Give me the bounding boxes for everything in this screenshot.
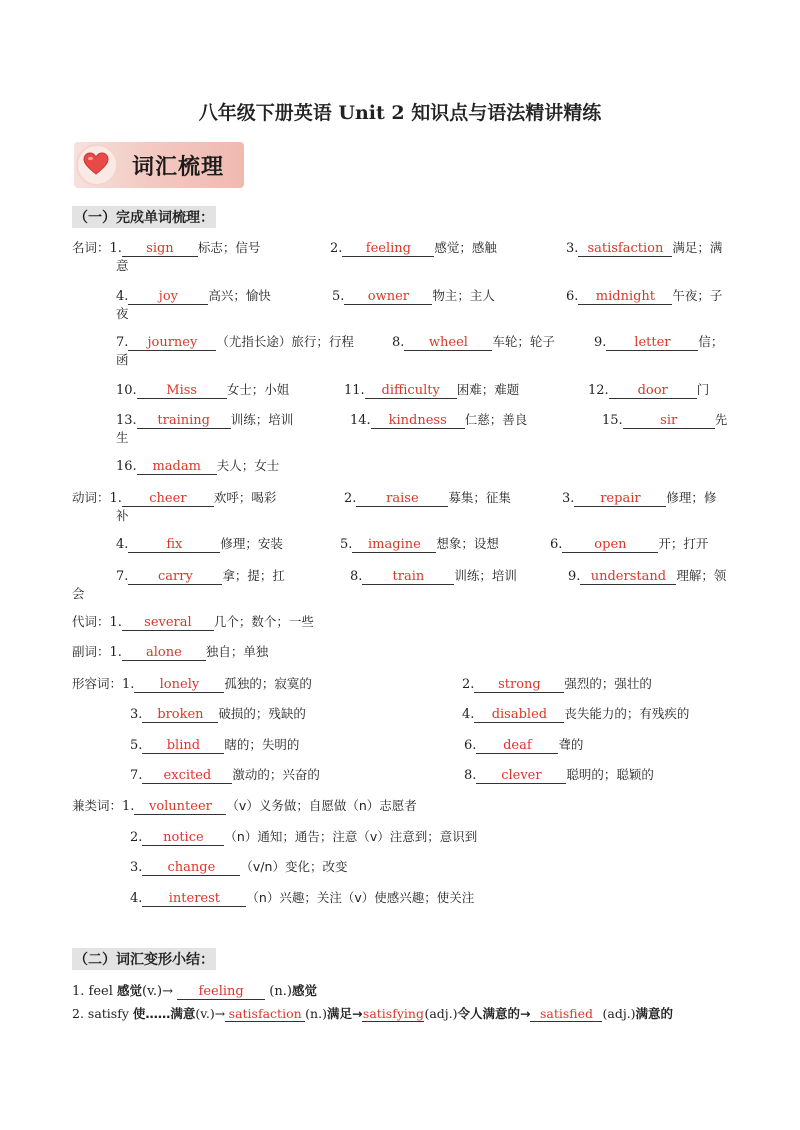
banner-label: 词汇梳理 — [132, 155, 225, 180]
wrap-text: 函 — [116, 352, 129, 367]
answer-door: door — [609, 383, 697, 399]
wrap-text: 夜 — [116, 306, 129, 321]
answer-kindness: kindness — [371, 413, 465, 429]
nouns-item-15: 15. sir 先 — [602, 412, 728, 428]
answer-change: change — [142, 860, 240, 876]
answer-repair: repair — [574, 491, 666, 507]
wrap-text: 补 — [116, 508, 129, 523]
answer-training: training — [137, 413, 231, 429]
answer-open: open — [562, 537, 658, 553]
verbs-item-8: 8. train 训练；培训 — [350, 568, 517, 584]
adj-item-2: 2. strong 强烈的；强壮的 — [462, 676, 652, 692]
nouns-item-6: 6. midnight 午夜；子 — [566, 288, 723, 304]
nouns-item-12: 12. door 门 — [588, 382, 710, 398]
nouns-item-10: 10. Miss 女士；小姐 — [116, 382, 290, 398]
nouns-item-14: 14. kindness 仁慈；善良 — [350, 412, 528, 428]
nouns-item-4: 4. joy 高兴；愉快 — [116, 288, 271, 304]
answer-lonely: lonely — [134, 677, 224, 693]
nouns-item-5: 5. owner 物主；主人 — [332, 288, 495, 304]
nouns-item-2: 2. feeling 感觉；感触 — [330, 240, 497, 256]
answer-satisfying: satisfying — [362, 1006, 424, 1021]
multi-item-2: 2. notice （n）通知；通告；注意（v）注意到；意识到 — [130, 829, 478, 845]
page-title: 八年级下册英语 Unit 2 知识点与语法精讲精练 — [198, 102, 602, 124]
verbs-item-3: 3. repair 修理；修 — [562, 490, 717, 506]
answer-imagine: imagine — [352, 537, 436, 553]
adj-item-6: 6. deaf 聋的 — [464, 737, 584, 753]
nouns-item-7: 7. journey （尤指长途）旅行；行程 — [116, 334, 354, 350]
answer-excited: excited — [142, 768, 232, 784]
nouns-item-16: 16. madam 夫人；女士 — [116, 458, 280, 474]
answer-blind: blind — [142, 738, 224, 754]
adj-item-8: 8. clever 聪明的；聪颖的 — [464, 767, 654, 783]
answer-satisfied: satisfied — [530, 1006, 602, 1022]
morph-line-2: 2. satisfy 使……满意(v.)→ satisfaction (n.)满足→satisfying(adj.)令人满意的→ satisfied (adj.)满意的 — [72, 1006, 674, 1021]
wrap-text: 生 — [116, 430, 129, 445]
nouns-item-3: 3. satisfaction 满足；满 — [566, 240, 723, 256]
multi-item-4: 4. interest （n）兴趣；关注（v）使感兴趣；使关注 — [130, 890, 475, 906]
answer-alone: alone — [122, 645, 206, 661]
answer-sign: sign — [122, 241, 198, 257]
wrap-text: 意 — [116, 258, 129, 273]
adj-item-5: 5. blind 瞎的；失明的 — [130, 737, 300, 753]
answer-satisfaction: satisfaction — [578, 241, 672, 257]
nouns-row-1: 名词：1. sign 标志；信号 — [72, 240, 261, 256]
adj-item-7: 7. excited 激动的；兴奋的 — [130, 767, 320, 783]
verbs-item-5: 5. imagine 想象；设想 — [340, 536, 499, 552]
answer-feeling-2: feeling — [177, 984, 265, 1000]
adj-item-1: 形容词：1. lonely 孤独的；寂寞的 — [72, 676, 312, 692]
answer-strong: strong — [474, 677, 564, 693]
verbs-item-2: 2. raise 募集；征集 — [344, 490, 511, 506]
answer-volunteer: volunteer — [134, 799, 226, 815]
nouns-item-13: 13. training 训练；培训 — [116, 412, 294, 428]
morph-line-1: 1. feel 感觉(v.)→ feeling (n.)感觉 — [72, 983, 317, 999]
answer-joy: joy — [128, 289, 208, 305]
section-banner — [74, 142, 244, 188]
answer-deaf: deaf — [476, 738, 558, 754]
multi-item-3: 3. change （v/n）变化；改变 — [130, 859, 348, 875]
answer-sir: sir — [623, 413, 715, 429]
answer-midnight: midnight — [578, 289, 672, 305]
section-heading-1: （一）完成单词梳理： — [72, 206, 216, 228]
answer-raise: raise — [356, 491, 448, 507]
adverb-row: 副词：1. alone 独自；单独 — [72, 644, 269, 660]
nouns-item-8: 8. wheel 车轮；轮子 — [392, 334, 555, 350]
answer-train: train — [362, 569, 454, 585]
nouns-item-9: 9. letter 信； — [594, 334, 724, 350]
answer-journey: journey — [128, 335, 216, 351]
answer-clever: clever — [476, 768, 566, 784]
answer-owner: owner — [344, 289, 432, 305]
answer-notice: notice — [142, 830, 224, 846]
answer-several: several — [122, 615, 214, 631]
adj-item-4: 4. disabled 丧失能力的；有残疾的 — [462, 706, 690, 722]
answer-letter: letter — [606, 335, 698, 351]
answer-disabled: disabled — [474, 707, 564, 723]
answer-difficulty: difficulty — [365, 383, 457, 399]
adj-item-3: 3. broken 破损的；残缺的 — [130, 706, 306, 722]
verbs-item-9: 9. understand 理解；领 — [568, 568, 727, 584]
nouns-item-11: 11. difficulty 困难；难题 — [344, 382, 520, 398]
answer-broken: broken — [142, 707, 218, 723]
verbs-item-7: 7. carry 拿；提；扛 — [116, 568, 285, 584]
answer-miss: Miss — [137, 383, 227, 399]
answer-understand: understand — [580, 569, 676, 585]
answer-satisfaction-2: satisfaction — [225, 1006, 305, 1022]
verbs-item-6: 6. open 开；打开 — [550, 536, 709, 552]
answer-fix: fix — [128, 537, 220, 553]
answer-interest: interest — [142, 891, 246, 907]
pronoun-row: 代词：1. several 几个；数个；一些 — [72, 614, 314, 630]
multi-item-1: 兼类词：1. volunteer （v）义务做；自愿做（n）志愿者 — [72, 798, 417, 814]
heart-icon — [83, 152, 109, 176]
answer-carry: carry — [128, 569, 222, 585]
answer-feeling: feeling — [342, 241, 434, 257]
verbs-item-1: 动词：1. cheer 欢呼；喝彩 — [72, 490, 277, 506]
wrap-text: 会 — [72, 586, 85, 601]
answer-cheer: cheer — [122, 491, 214, 507]
section-heading-2: （二）词汇变形小结： — [72, 948, 216, 970]
answer-madam: madam — [137, 459, 217, 475]
verbs-item-4: 4. fix 修理；安装 — [116, 536, 283, 552]
answer-wheel: wheel — [404, 335, 492, 351]
